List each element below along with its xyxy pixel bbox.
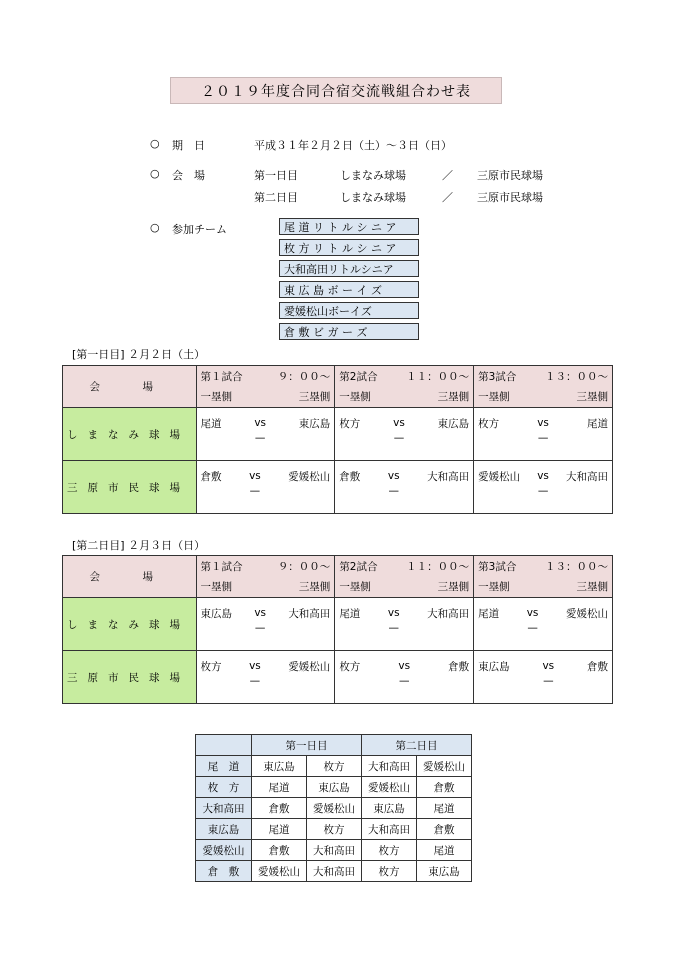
away-team: 東広島	[437, 418, 470, 430]
first-base-side: 一塁側	[478, 581, 510, 593]
table-header-row	[63, 366, 613, 408]
away-team: 倉敷	[448, 661, 470, 673]
page-title: ２０１９年度合同合宿交流戦組合わせ表	[170, 77, 502, 104]
opponent-cell: 東広島	[362, 798, 417, 819]
day1-schedule-table	[62, 365, 613, 514]
table-row	[63, 461, 613, 514]
game-header	[335, 366, 474, 408]
match-cell	[196, 598, 335, 651]
opponent-cell: 大和高田	[307, 840, 362, 861]
match-cell	[335, 598, 474, 651]
game-label: 第１試合	[200, 371, 243, 383]
first-base-side: 一塁側	[478, 391, 510, 403]
first-base-side: 一塁側	[200, 391, 233, 403]
match-cell	[335, 651, 474, 704]
opponent-cell: 尾道	[417, 798, 472, 819]
home-team: 枚方	[339, 418, 361, 430]
table-header-row	[196, 735, 472, 756]
day2-label: 第二日目	[254, 191, 298, 204]
opponent-cell: 尾道	[252, 777, 307, 798]
opponent-cell: 尾道	[417, 840, 472, 861]
venue-a: しまなみ球場	[340, 169, 406, 182]
away-team: 東広島	[298, 418, 331, 430]
home-team: 東広島	[200, 608, 233, 620]
home-team: 愛媛松山	[478, 471, 521, 483]
venue-label: 会 場	[172, 169, 205, 182]
opponent-cell: 倉敷	[252, 798, 307, 819]
match-cell	[196, 461, 335, 514]
game-time: １１：００～	[406, 371, 470, 383]
teams-label: 参加チーム	[172, 223, 227, 236]
home-team: 東広島	[478, 661, 510, 673]
date-value: 平成３１年２月２日（土）～３日（日）	[254, 139, 452, 152]
team-label: 大和高田	[196, 798, 252, 819]
game-label: 第2試合	[339, 561, 378, 573]
opponent-cell: 枚方	[362, 861, 417, 882]
day1-label: 第一日目	[254, 169, 298, 182]
third-base-side: 三塁側	[576, 391, 608, 403]
match-cell	[474, 651, 613, 704]
away-team: 大和高田	[566, 471, 608, 483]
home-team: 枚方	[200, 661, 222, 673]
table-row	[196, 756, 472, 777]
away-team: 尾道	[587, 418, 608, 430]
vs-mark: vs —	[398, 660, 411, 687]
vs-mark: vs —	[254, 607, 267, 634]
third-base-side: 三塁側	[298, 391, 331, 403]
vs-mark: vs —	[249, 470, 261, 497]
first-base-side: 一塁側	[339, 581, 371, 593]
home-team: 倉敷	[200, 471, 222, 483]
opponent-cell: 大和高田	[362, 819, 417, 840]
match-cell	[474, 598, 613, 651]
home-team: 尾道	[339, 608, 361, 620]
match-cell	[196, 408, 335, 461]
away-team: 大和高田	[288, 608, 331, 620]
opponent-cell: 倉敷	[417, 777, 472, 798]
slash: ／	[442, 191, 453, 204]
game-time: ９：００～	[277, 561, 331, 573]
game-header	[196, 556, 335, 598]
game-header	[196, 366, 335, 408]
game-label: 第2試合	[339, 371, 378, 383]
away-team: 大和高田	[427, 608, 470, 620]
home-team: 尾道	[200, 418, 222, 430]
third-base-side: 三塁側	[298, 581, 331, 593]
away-team: 大和高田	[427, 471, 470, 483]
vs-mark: vs —	[393, 417, 405, 444]
game-time: １１：００～	[406, 561, 470, 573]
match-cell	[335, 461, 474, 514]
team-label: 枚 方	[196, 777, 252, 798]
day2-schedule-table	[62, 555, 613, 704]
team-box: 尾 道 リ ト ル シ ニ ア	[279, 218, 419, 235]
away-team: 愛媛松山	[288, 471, 331, 483]
opponent-cell: 愛媛松山	[362, 777, 417, 798]
slash: ／	[442, 169, 453, 182]
opponent-cell: 愛媛松山	[252, 861, 307, 882]
vs-mark: vs —	[254, 417, 266, 444]
vs-mark: vs —	[387, 607, 400, 634]
home-team: 枚方	[339, 661, 361, 673]
team-box: 愛媛松山ボーイズ	[279, 302, 419, 319]
date-label: 期 日	[172, 139, 205, 152]
team-box: 大和高田リトルシニア	[279, 260, 419, 277]
venue-b: 三原市民球場	[477, 191, 543, 204]
opponent-cell: 倉敷	[417, 819, 472, 840]
home-team: 尾道	[478, 608, 500, 620]
game-header	[474, 556, 613, 598]
game-label: 第3試合	[478, 561, 517, 573]
vs-mark: vs —	[387, 470, 400, 497]
venue-cell: 三原市民球場	[63, 461, 197, 514]
vs-mark: vs —	[537, 470, 549, 497]
day2-header: 第二日目	[362, 735, 472, 756]
venue-a: しまなみ球場	[340, 191, 406, 204]
venue-cell: しまなみ球場	[63, 598, 197, 651]
team-box: 枚 方 リ ト ル シ ニ ア	[279, 239, 419, 256]
table-row	[196, 777, 472, 798]
opponent-cell: 愛媛松山	[417, 756, 472, 777]
home-team: 枚方	[478, 418, 500, 430]
table-row	[196, 840, 472, 861]
opponent-cell: 東広島	[307, 777, 362, 798]
match-cell	[474, 461, 613, 514]
summary-table	[195, 734, 472, 882]
venue-cell: しまなみ球場	[63, 408, 197, 461]
team-label: 愛媛松山	[196, 840, 252, 861]
opponent-cell: 大和高田	[307, 861, 362, 882]
table-row	[196, 798, 472, 819]
match-cell	[196, 651, 335, 704]
opponent-cell: 倉敷	[252, 840, 307, 861]
opponent-cell: 大和高田	[362, 756, 417, 777]
venue-cell: 三原市民球場	[63, 651, 197, 704]
venue-header: 会 場	[63, 556, 197, 598]
team-label: 倉 敷	[196, 861, 252, 882]
match-cell	[474, 408, 613, 461]
table-header-row	[63, 556, 613, 598]
day1-header: 第一日目	[252, 735, 362, 756]
third-base-side: 三塁側	[437, 391, 470, 403]
bullet-icon: ○	[150, 221, 160, 234]
home-team: 倉敷	[339, 471, 361, 483]
opponent-cell: 愛媛松山	[307, 798, 362, 819]
table-row	[63, 651, 613, 704]
day1-heading: [第一日目] ２月２日（土）	[72, 348, 206, 361]
first-base-side: 一塁側	[200, 581, 233, 593]
opponent-cell: 尾道	[252, 819, 307, 840]
table-row	[196, 819, 472, 840]
vs-mark: vs —	[537, 417, 549, 444]
team-label: 東広島	[196, 819, 252, 840]
table-row	[63, 598, 613, 651]
opponent-cell: 東広島	[417, 861, 472, 882]
game-label: 第3試合	[478, 371, 517, 383]
game-header	[474, 366, 613, 408]
third-base-side: 三塁側	[576, 581, 608, 593]
team-label: 尾 道	[196, 756, 252, 777]
opponent-cell: 枚方	[362, 840, 417, 861]
venue-b: 三原市民球場	[477, 169, 543, 182]
team-box: 倉 敷 ビ ガ ー ズ	[279, 323, 419, 340]
match-cell	[335, 408, 474, 461]
vs-mark: vs —	[526, 607, 539, 634]
corner-cell	[196, 735, 252, 756]
table-row	[63, 408, 613, 461]
first-base-side: 一塁側	[339, 391, 371, 403]
opponent-cell: 枚方	[307, 756, 362, 777]
vs-mark: vs —	[542, 660, 555, 687]
vs-mark: vs —	[249, 660, 261, 687]
game-time: １３：００～	[545, 371, 608, 383]
third-base-side: 三塁側	[437, 581, 470, 593]
game-time: ９：００～	[277, 371, 331, 383]
away-team: 愛媛松山	[288, 661, 331, 673]
opponent-cell: 枚方	[307, 819, 362, 840]
bullet-icon: ○	[150, 167, 160, 180]
venue-header: 会 場	[63, 366, 197, 408]
away-team: 倉敷	[586, 661, 608, 673]
opponent-cell: 東広島	[252, 756, 307, 777]
team-box: 東 広 島 ボ ー イ ズ	[279, 281, 419, 298]
game-time: １３：００～	[545, 561, 608, 573]
bullet-icon: ○	[150, 137, 160, 150]
game-header	[335, 556, 474, 598]
game-label: 第１試合	[200, 561, 243, 573]
away-team: 愛媛松山	[565, 608, 608, 620]
table-row	[196, 861, 472, 882]
day2-heading: [第二日目] ２月３日（日）	[72, 539, 206, 552]
